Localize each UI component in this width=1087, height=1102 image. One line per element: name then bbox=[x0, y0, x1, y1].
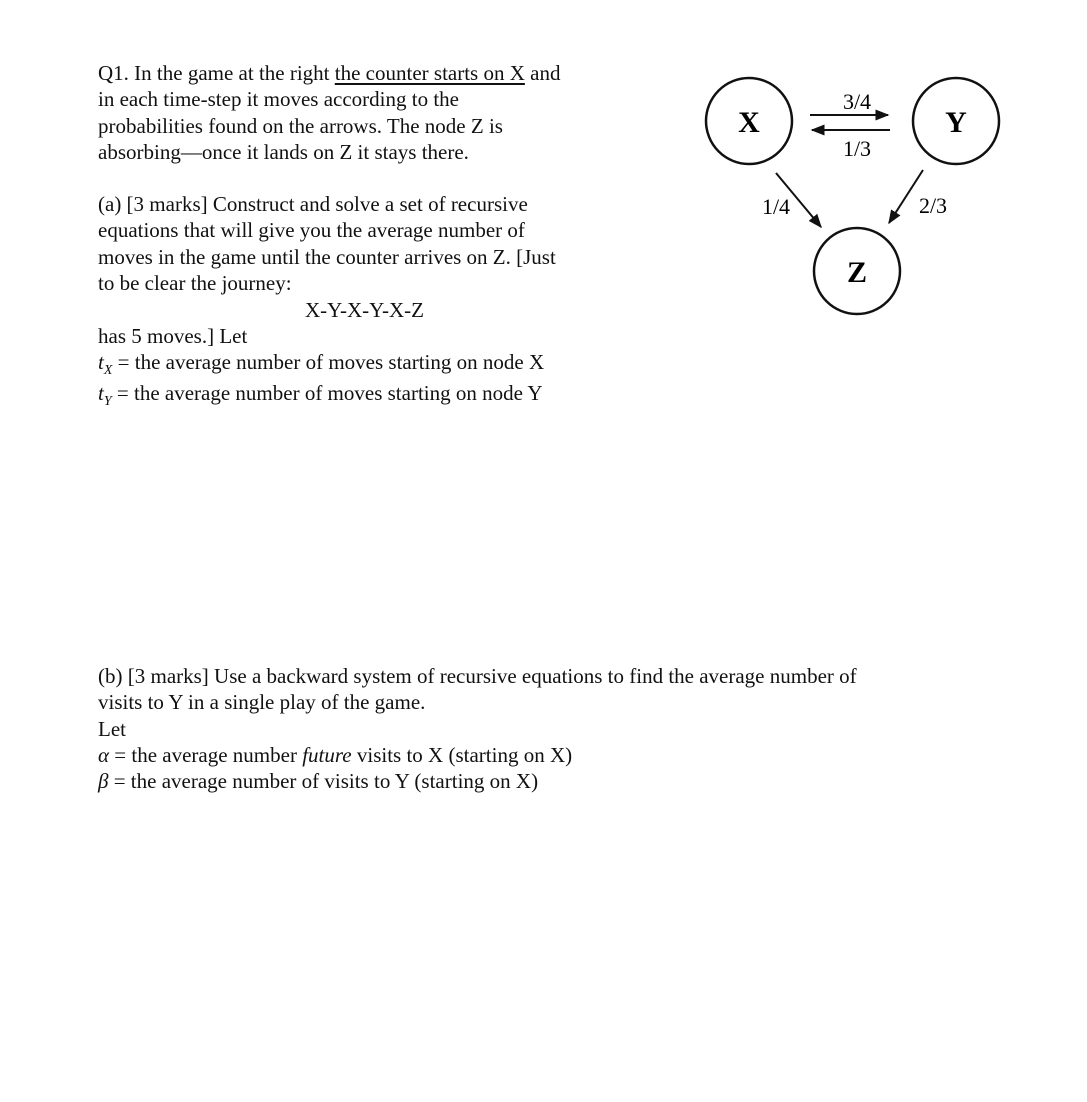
intro-line-1: Q1. In the game at the right the counter starts on X and bbox=[98, 61, 561, 85]
intro-line-2: in each time-step it moves according to the bbox=[98, 87, 459, 112]
journey-example: X-Y-X-Y-X-Z bbox=[305, 298, 424, 322]
edge-x-to-y-label: 3/4 bbox=[842, 89, 872, 114]
node-y bbox=[913, 78, 999, 164]
definition-tx: $t_X$ = the average number of moves starting on node X bbox=[98, 350, 545, 379]
part-b-line-2: visits to Y in a single play of the game. bbox=[98, 690, 426, 715]
edge-y-to-x-label: 1/3 bbox=[842, 136, 872, 161]
intro-line-4: absorbing––once it lands on Z it stays there. bbox=[98, 139, 469, 164]
markov-diagram bbox=[690, 60, 1010, 330]
edge-y-to-z-arrow bbox=[889, 170, 923, 223]
node-z bbox=[814, 228, 900, 314]
edge-x-to-z-label: 1/4 bbox=[761, 194, 791, 219]
definition-ty: $t_Y$ = the average number of moves starting on node Y bbox=[98, 380, 543, 409]
part-a-line-3: moves in the game until the counter arrives on Z. [Just bbox=[98, 244, 556, 269]
intro-line-3: probabilities found on the arrows. The node Z is bbox=[98, 113, 503, 138]
part-a-text bbox=[98, 191, 556, 296]
edge-y-to-z-label: 2/3 bbox=[918, 193, 948, 218]
node-y-label: Y bbox=[945, 106, 967, 139]
node-z-label: Z bbox=[846, 256, 868, 289]
part-a-line-2: equations that will give you the average number of bbox=[98, 218, 525, 243]
part-a-line-4: to be clear the journey: bbox=[98, 270, 292, 295]
part-a-let-line: has 5 moves.] Let bbox=[98, 324, 248, 348]
node-x-label: X bbox=[738, 106, 760, 139]
part-a-line-1: (a) [3 marks] Construct and solve a set of recursive bbox=[98, 192, 528, 216]
part-a-definitions bbox=[98, 323, 544, 410]
definition-beta: β = the average number of visits to Y (starting on X) bbox=[98, 769, 539, 794]
part-b-text bbox=[98, 663, 857, 794]
underlined-phrase: the counter starts on X bbox=[334, 61, 525, 85]
question-intro bbox=[98, 60, 560, 165]
part-b-line-1: (b) [3 marks] Use a backward system of recursive equations to find the average number of bbox=[98, 664, 857, 688]
definition-alpha: α = the average number future visits to X (starting on X) bbox=[98, 742, 573, 767]
node-x bbox=[706, 78, 792, 164]
part-b-line-3: Let bbox=[98, 716, 126, 741]
